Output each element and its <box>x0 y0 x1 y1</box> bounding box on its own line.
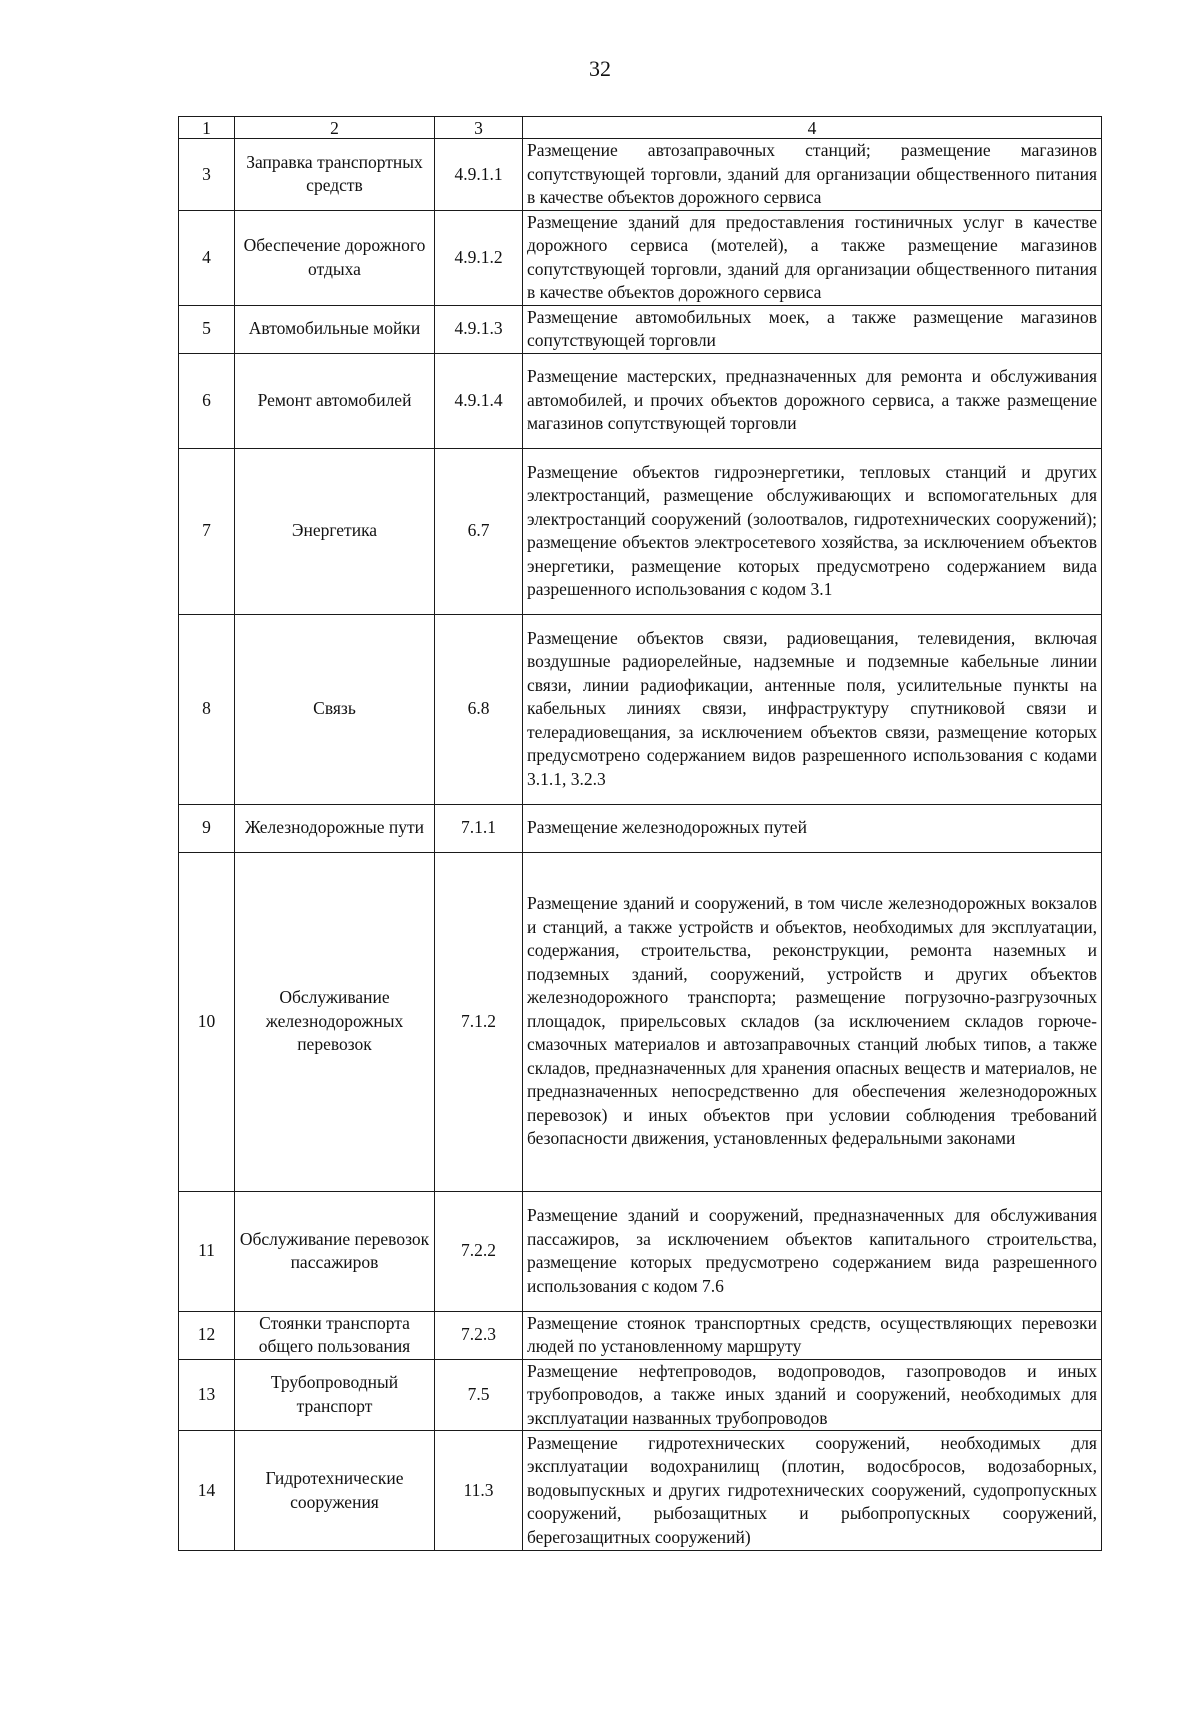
table-row <box>179 353 1102 448</box>
row-number: 8 <box>179 614 235 804</box>
table-row <box>179 1359 1102 1431</box>
table-row <box>179 139 1102 211</box>
page-number: 32 <box>589 56 611 81</box>
header-cell: 2 <box>235 117 435 139</box>
use-code: 11.3 <box>435 1431 523 1551</box>
use-code: 4.9.1.4 <box>435 353 523 448</box>
use-name: Стоянки транспорта общего пользования <box>235 1311 435 1359</box>
header-cell: 4 <box>523 117 1102 139</box>
table-row <box>179 448 1102 614</box>
use-code: 4.9.1.2 <box>435 210 523 305</box>
use-code: 7.1.1 <box>435 804 523 852</box>
use-description: Размещение стоянок транспортных средств, осуществляющих перевозки людей по установленному маршруту <box>523 1311 1102 1359</box>
use-code: 7.1.2 <box>435 852 523 1191</box>
header-cell: 3 <box>435 117 523 139</box>
row-number: 14 <box>179 1431 235 1551</box>
use-name: Обслуживание железнодорожных перевозок <box>235 852 435 1191</box>
row-number: 5 <box>179 305 235 353</box>
use-description: Размещение железнодорожных путей <box>523 804 1102 852</box>
use-name: Обеспечение дорожного отдыха <box>235 210 435 305</box>
use-description: Размещение гидротехнических сооружений, необходимых для эксплуатации водохранилищ (плотин, водосбросов, водозаборных, водовыпускных и других гидротехнических сооружений, судопропускных сооружений, рыбозащитных и рыбопропускных сооружений, берегозащитных сооружений) <box>523 1431 1102 1551</box>
use-name: Автомобильные мойки <box>235 305 435 353</box>
use-name: Трубопроводный транспорт <box>235 1359 435 1431</box>
table-row <box>179 210 1102 305</box>
use-code: 4.9.1.1 <box>435 139 523 211</box>
row-number: 6 <box>179 353 235 448</box>
row-number: 13 <box>179 1359 235 1431</box>
use-description: Размещение объектов связи, радиовещания, телевидения, включая воздушные радиорелейные, надземные и подземные кабельные линии связи, линии радиофикации, антенные поля, усилительные пункты на кабельных линиях связи, инфраструктуру спутниковой связи и телерадиовещания, за исключением объектов связи, размещение которых предусмотрено содержанием видов разрешенного использования с кодами 3.1.1, 3.2.3 <box>523 614 1102 804</box>
row-number: 12 <box>179 1311 235 1359</box>
use-code: 7.2.3 <box>435 1311 523 1359</box>
row-number: 4 <box>179 210 235 305</box>
table-row <box>179 1191 1102 1311</box>
table-row <box>179 614 1102 804</box>
table-row <box>179 1431 1102 1551</box>
table-header-row <box>179 117 1102 139</box>
row-number: 10 <box>179 852 235 1191</box>
header-cell: 1 <box>179 117 235 139</box>
use-name: Заправка транспортных средств <box>235 139 435 211</box>
use-name: Гидротехнические сооружения <box>235 1431 435 1551</box>
row-number: 9 <box>179 804 235 852</box>
use-name: Железнодорожные пути <box>235 804 435 852</box>
use-description: Размещение зданий и сооружений, предназначенных для обслуживания пассажиров, за исключением объектов капитального строительства, размещение которых предусмотрено содержанием вида разрешенного использования с кодом 7.6 <box>523 1191 1102 1311</box>
use-description: Размещение автомобильных моек, а также размещение магазинов сопутствующей торговли <box>523 305 1102 353</box>
table-row <box>179 1311 1102 1359</box>
use-name: Обслуживание перевозок пассажиров <box>235 1191 435 1311</box>
row-number: 3 <box>179 139 235 211</box>
use-name: Связь <box>235 614 435 804</box>
use-name: Энергетика <box>235 448 435 614</box>
land-use-table <box>178 116 1102 1551</box>
use-code: 6.7 <box>435 448 523 614</box>
use-description: Размещение мастерских, предназначенных для ремонта и обслуживания автомобилей, и прочих объектов дорожного сервиса, а также размещение магазинов сопутствующей торговли <box>523 353 1102 448</box>
use-code: 7.2.2 <box>435 1191 523 1311</box>
table-row <box>179 305 1102 353</box>
use-code: 4.9.1.3 <box>435 305 523 353</box>
use-description: Размещение нефтепроводов, водопроводов, газопроводов и иных трубопроводов, а также иных зданий и сооружений, необходимых для эксплуатации названных трубопроводов <box>523 1359 1102 1431</box>
use-code: 7.5 <box>435 1359 523 1431</box>
use-description: Размещение объектов гидроэнергетики, тепловых станций и других электростанций, размещение обслуживающих и вспомогательных для электростанций сооружений (золоотвалов, гидротехнических сооружений); размещение объектов электросетевого хозяйства, за исключением объектов энергетики, размещение которых предусмотрено содержанием вида разрешенного использования с кодом 3.1 <box>523 448 1102 614</box>
use-description: Размещение зданий для предоставления гостиничных услуг в качестве дорожного сервиса (мотелей), а также размещение магазинов сопутствующей торговли, зданий для организации общественного питания в качестве объектов дорожного сервиса <box>523 210 1102 305</box>
row-number: 11 <box>179 1191 235 1311</box>
use-code: 6.8 <box>435 614 523 804</box>
use-name: Ремонт автомобилей <box>235 353 435 448</box>
table-row <box>179 852 1102 1191</box>
table-row <box>179 804 1102 852</box>
row-number: 7 <box>179 448 235 614</box>
use-description: Размещение автозаправочных станций; размещение магазинов сопутствующей торговли, зданий для организации общественного питания в качестве объектов дорожного сервиса <box>523 139 1102 211</box>
use-description: Размещение зданий и сооружений, в том числе железнодорожных вокзалов и станций, а также устройств и объектов, необходимых для эксплуатации, содержания, строительства, реконструкции, ремонта наземных и подземных зданий, сооружений, устройств и других объектов железнодорожного транспорта; размещение погрузочно-разгрузочных площадок, прирельсовых складов (за исключением складов горюче-смазочных материалов и автозаправочных станций любых типов, а также складов, предназначенных для хранения опасных веществ и материалов, не предназначенных непосредственно для обеспечения железнодорожных перевозок) и иных объектов при условии соблюдения требований безопасности движения, установленных федеральными законами <box>523 852 1102 1191</box>
